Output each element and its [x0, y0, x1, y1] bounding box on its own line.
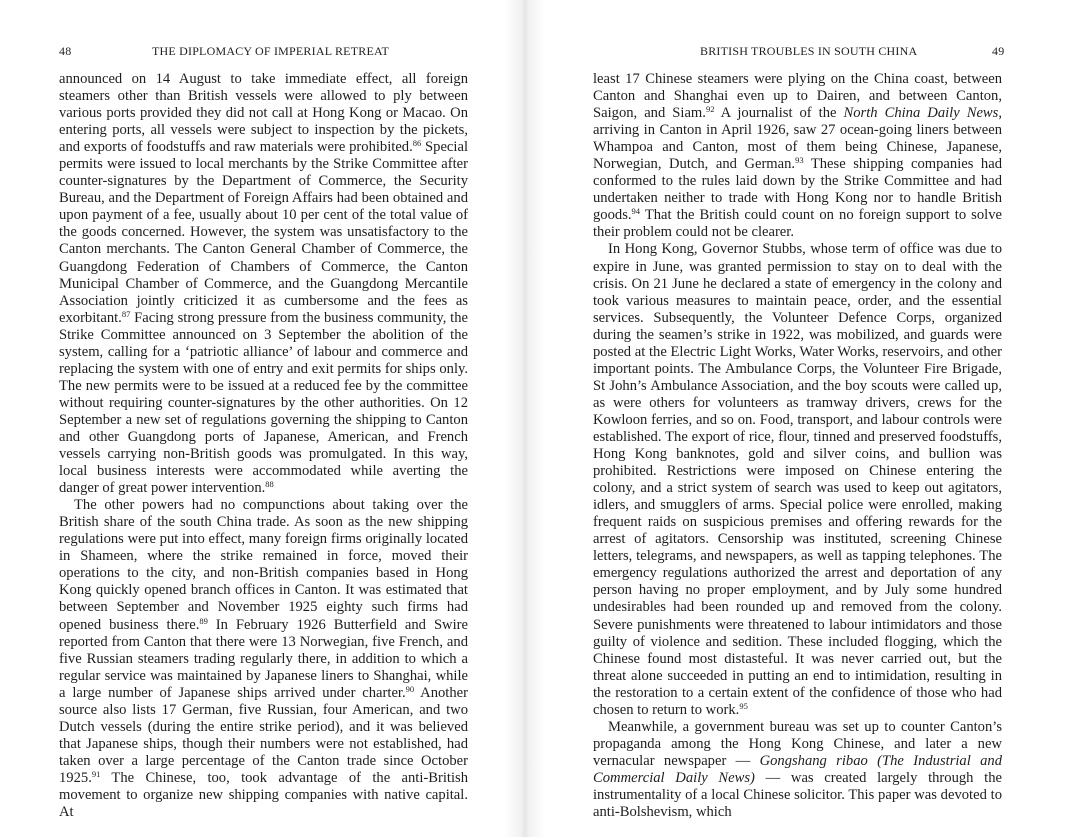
- footnote-ref: 89: [199, 615, 208, 626]
- text-run: Special permits were issued to local merchants by the Strike Committee after counter-signatures by the Department of Commerce, the Security Bureau, and the Department of Foreign Affairs had been obtained and upon payment of a fee, usually about 10 per cent of the total value of the goods concerned. However, the system was unsatisfactory to the Canton merchants. The Canton General Chamber of Commerce, the Guangdong Federation of Chambers of Commerce, the Canton Municipal Chamber of Commerce, and the Guangdong Mercantile Association jointly criticized it as cumbersome and the fees as exorbitant.: [59, 139, 468, 326]
- footnote-ref: 93: [795, 155, 804, 166]
- text-run: The other powers had no compunctions about taking over the British share of the south China trade. As soon as the new shipping regulations were put into effect, many foreign firms originally located in Shameen, where the strike remained in force, moved their operations to the city, and non-British companies based in Hong Kong quickly opened branch offices in Canton. It was estimated that between September and November 1925 eighty such firms had opened business there.: [59, 497, 468, 633]
- italic-title: Gongshang ribao (The Industrial and Commercial Daily News): [593, 752, 1003, 786]
- footnote-ref: 94: [631, 206, 641, 217]
- text-run: Another source also lists 17 German, five Russian, four American, and two Dutch vessels (during the entire strike period), and it was believed that Japanese ships, though their numbers were not established, had taken over a large percentage of the Canton trade since October 1925.: [59, 684, 468, 786]
- text-run: — was created largely through the instrumentality of a local Chinese solicitor. This paper was devoted to anti-Bolshevism, which: [593, 769, 1002, 821]
- text-run: In February 1926 Butterfield and Swire reported from Canton that there were 13 Norwegian, five French, and five Russian steamers trading regularly there, in addition to which a regular service was maintained by Japanese liners to Shanghai, while a large number of Japanese ships arrived under charter.: [59, 616, 468, 701]
- right-body-text: [593, 71, 1002, 821]
- text-run: The Chinese, too, took advantage of the anti-British movement to organize new shipping companies with native capital. At: [59, 769, 468, 821]
- text-run: A journalist of the: [714, 105, 844, 122]
- right-page: [545, 0, 1080, 837]
- paragraph: [593, 71, 1002, 241]
- footnote-ref: 90: [405, 683, 415, 694]
- text-run: announced on 14 August to take immediate effect, all foreign steamers other than British vessels were allowed to ply between various ports provided they did not call at Hong Kong or Macao. On entering ports, all vessels were subject to inspection by the pickets, and exports of foodstuffs and raw materials were prohibited.: [59, 71, 468, 156]
- paragraph: [59, 497, 468, 821]
- footnote-ref: 86: [412, 138, 422, 149]
- footnote-ref: 88: [265, 479, 274, 490]
- left-running-head: THE DIPLOMACY OF IMPERIAL RETREAT: [152, 44, 390, 58]
- text-run: These shipping companies had conformed to the rules laid down by the Strike Committee and had undertaken neither to trade with Hong Kong nor to handle British goods.: [593, 156, 1003, 224]
- paragraph: [593, 241, 1002, 718]
- text-run: In Hong Kong, Governor Stubbs, whose term of office was due to expire in June, was granted permission to stay on to deal with the crisis. On 21 June he declared a state of emergency in the colony and took various measures to maintain peace, order, and the essential services. Subsequently, the Volunteer Defence Corps, organized during the seamen’s strike in 1922, was mobilized, and guards were posted at the Electric Light Works, Water Works, reservoirs, and other important points. The Ambulance Corps, the Volunteer Fire Brigade, St John’s Ambulance Association, and the boy scouts were called up, as were others for volunteers as tramway drivers, crews for the Kowloon ferries, and so on. Food, transport, and labour controls were established. The export of rice, flour, tinned and preserved foodstuffs, Hong Kong banknotes, gold and silver coins, and bullion was prohibited. Restrictions were imposed on Chinese entering the colony, and a strict system of search was used to keep out agitators, idlers, and smugglers of arms. Special police were enrolled, making frequent raids on suspicious premises and offering rewards for the arrest of agitators. Censorship was instituted, screening Chinese letters, telegrams, and newspapers, as well as tapping telephones. The emergency regulations authorized the arrest and deportation of any person having no proper employment, and by July some hundred undesirables had been rounded up and removed from the colony. Severe punishments were threatened to labour intimidators and those guilty of violence and sedition. These included flogging, which the Chinese found most distasteful. It was never carried out, but the threat alone succeeded in putting an end to intimidation, resulting in the restoration to a certain extent of the confidence of those who had chosen to return to work.: [593, 241, 1002, 718]
- left-page: [0, 0, 520, 837]
- text-run: least 17 Chinese steamers were plying on the China coast, between Canton and Shanghai even up to Dairen, and between Canton, Saigon, and Siam.: [593, 71, 1002, 122]
- text-run: Meanwhile, a government bureau was set up to counter Canton’s propaganda among the Hong Kong Chinese, and later a new vernacular newspaper —: [593, 718, 1002, 769]
- footnote-ref: 87: [121, 308, 131, 319]
- paragraph: [593, 719, 1002, 821]
- right-page-number: 49: [992, 44, 1005, 58]
- footnote-ref: 91: [91, 768, 101, 779]
- right-running-head: BRITISH TROUBLES IN SOUTH CHINA: [700, 44, 918, 58]
- italic-title: North China Daily News: [843, 105, 999, 122]
- text-run: Facing strong pressure from the business community, the Strike Committee announced on 3 September the abolition of the system, calling for a ‘patriotic alliance’ of labour and commerce and replacing the system with one of entry and exit permits for ships only. The new permits were to be issued at a reduced fee by the committee without requiring counter-signatures by the other authorities. On 12 September a new set of regulations governing the shipping to Canton and other Guangdong ports of Japanese, American, and French vessels carrying non-British goods was promulgated. In this way, local business interests were accommodated while averting the danger of great power intervention.: [59, 309, 468, 497]
- text-run: That the British could count on no foreign support to solve their problem could not be clearer.: [593, 207, 1002, 241]
- paragraph: [59, 71, 468, 497]
- text-run: , arriving in Canton in April 1926, saw 27 ocean-going liners between Whampoa and Canton, most of them being Chinese, Japanese, Norwegian, Dutch, and German.: [593, 105, 1002, 173]
- left-body-text: [59, 71, 468, 821]
- footnote-ref: 95: [739, 700, 748, 711]
- footnote-ref: 92: [705, 104, 715, 115]
- left-page-number: 48: [59, 44, 72, 58]
